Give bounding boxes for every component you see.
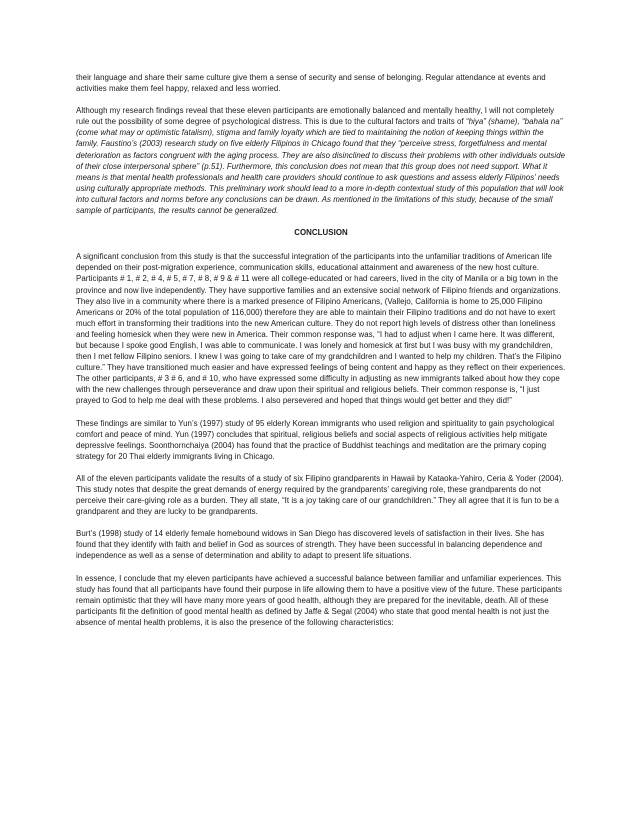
paragraph-kataoka-study: All of the eleven participants validate the results of a study of six Filipino grandparents in Hawaii by Kataoka-Yahiro, Ceria & Yoder (2004). This study notes that despite the great demands of energy required by the grandparents’ caregiving role, these grandparents do not perceive their care-giving role as a burden. They all state, “It is a joy taking care of our grandchildren.” They all agree that it is fun to be a grandparent and they are lucky to be grandparents. — [76, 473, 564, 517]
section-heading-conclusion: CONCLUSION — [294, 228, 348, 238]
paragraph-essence: In essence, I conclude that my eleven participants have achieved a successful balance between familiar and unfamiliar experiences. This study has found that all participants have found their purpose in life allowing them to have a positive view of the future. These participants remain optimistic that they will have many more years of good health, although they are prepared for the inevitable, death. All of these participants fit the definition of good mental health as defined by Jaffe & Segal (2004) who state that good mental health is not just the absence of mental health problems, it is also the presence of the following characteristics: — [76, 573, 562, 627]
paragraph-findings — [76, 105, 566, 216]
paragraph-burt-study: Burt’s (1998) study of 14 elderly female homebound widows in San Diego has discovered levels of satisfaction in their lives. She has found that they identify with faith and belief in God as sources of strength. They have been successful in balancing dependence and independence as well as a sense of determination and ability to adapt to present life situations. — [76, 529, 545, 561]
paragraph-conclusion: A significant conclusion from this study is that the successful integration of the participants into the unfamiliar traditions of American life depended on their post-migration experience, communication skills, educational attainment and awareness of the new host culture. Participants # 1, # 2, # 4, # 5, # 7, # 8, # 9 & # 11 were all college-educated or had careers, lived in the city of Manila or a big town in the province and now live independently. They have supportive families and an extensive social network of Filipino friends and organizations. They also live in a community where there is a marked presence of Filipino Americans, (Vallejo, California is home to 25,000 Filipino Americans or 20% of the total population of 116,000) therefore they are able to maintain their Filipino traditions and do not have to exert much effort in transforming their traditions into the new American culture. They do not report high levels of distress other than loneliness and feeling homesick when they were new in America. Their common response was, “I had to adjust when I came here. It was different, but because I spoke good English, I was able to communicate. I was lonely and homesick at first but I was busy with my grandchildren, then I met fellow Filipino seniors. I knew I was going to take care of my grandchildren and I wanted to help my children. That’s the Filipino culture.” They have transitioned much easier and have expressed feelings of being content and happy as they reflect on their experiences. The other participants, # 3 # 6, and # 10, who have expressed some difficulty in adjusting as new immigrants talked about how they cope with the new challenges through perseverance and draw upon their spiritual and religious beliefs. Their common response is, “I just prayed to God to help me deal with these problems. I also persevered and hoped that things would get better and they did!” — [76, 252, 566, 406]
findings-text: Although my research findings reveal that these eleven participants are emotionally balanced and mentally healthy, I will not completely rule out the possibility of some degree of psychological distress. This is due to the cultural factors and traits of — [76, 106, 555, 127]
paragraph-intro: their language and share their same culture give them a sense of security and sense of belonging. Regular attendance at events and activities make them feel happy, relaxed and less worried. — [76, 73, 546, 94]
findings-italic-text: “hiya” (shame), “bahala na” (come what may or optimistic fatalism), stigma and family loyalty which are tied to maintaining the notion of keeping things within the family. Faustino’s (2003) research study on five elderly Filipinos in Chicago found that they “perceive stress, forgetfulness and mental deterioration as factors congruent with the aging process. They are also disinclined to discuss their problems with other individuals outside of their close interpersonal sphere” (p.51). Furthermore, this conclusion does not mean that this group does not need support. What it means is that mental health professionals and health care providers should continue to ask questions and assess elderly Filipinos’ needs using culturally appropriate methods. This preliminary work should lead to a more in-depth contextual study of this population that will look into cultural factors and norms before any conclusions can be drawn. As mentioned in the limitations of this study, because of the small sample of participants, the results cannot be generalized. — [76, 117, 566, 216]
paragraph-yun-study: These findings are similar to Yun’s (1997) study of 95 elderly Korean immigrants who used religion and spirituality to gain psychological comfort and peace of mind. Yun (1997) concludes that spiritual, religious beliefs and social aspects of religious activities help mitigate depressive feelings. Soonthornchaiya (2004) has found that the practice of Buddhist teachings and meditation are the primary coping strategy for 20 Thai elderly immigrants living in Chicago. — [76, 418, 555, 461]
